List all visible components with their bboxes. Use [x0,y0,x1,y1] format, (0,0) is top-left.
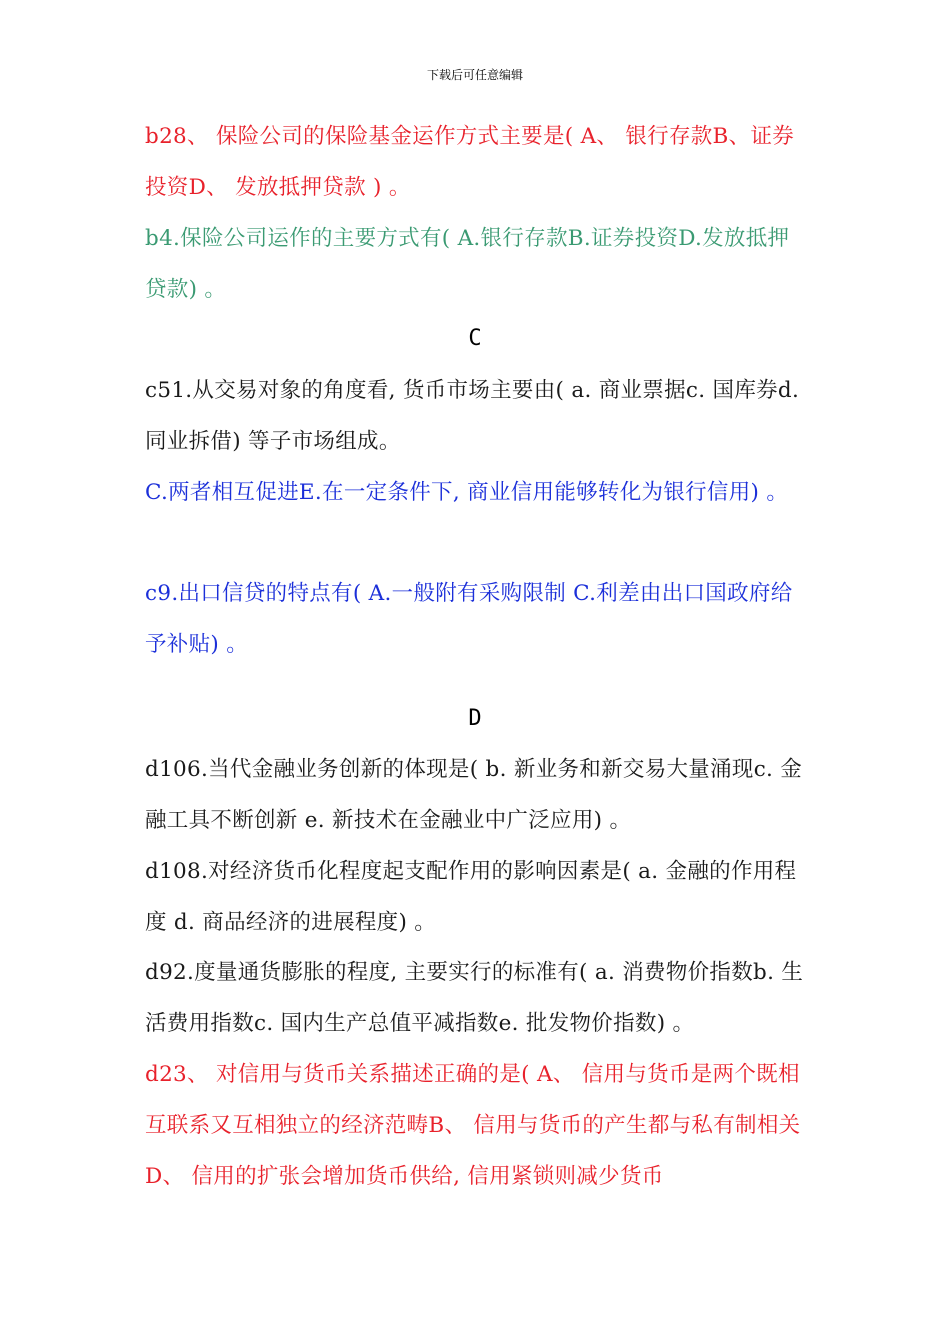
question-b4: b4.保险公司运作的主要方式有( A.银行存款B.证券投资D.发放抵押贷款) 。 [145,226,790,302]
question-c9: c9.出口信贷的特点有( A.一般附有采购限制 C.利差由出口国政府给予补贴) 。 [145,581,793,657]
question-c51: c51.从交易对象的角度看, 货币市场主要由( a. 商业票据c. 国库券d. 同业拆借) 等子市场组成。 [145,378,800,454]
question-c-options: C.两者相互促进E.在一定条件下, 商业信用能够转化为银行信用) 。 [145,480,789,505]
question-d92: d92.度量通货膨胀的程度, 主要实行的标准有( a. 消费物价指数b. 生活费用指数c. 国内生产总值平减指数e. 批发物价指数) 。 [145,960,804,1036]
section-heading-c: C [468,326,482,351]
section-heading-d: D [468,706,482,731]
question-d108: d108.对经济货币化程度起支配作用的影响因素是( a. 金融的作用程度 d. 商品经济的进展程度) 。 [145,859,797,935]
page-header: 下载后可任意编辑 [426,68,523,82]
question-d23: d23、 对信用与货币关系描述正确的是( A、 信用与货币是两个既相互联系又互相独立的经济范畴B、 信用与货币的产生都与私有制相关D、 信用的扩张会增加货币供给, 信用紧锁则减少货币 [145,1062,801,1189]
question-b28: b28、 保险公司的保险基金运作方式主要是( A、 银行存款B、证券投资D、 发放抵押贷款 ) 。 [145,124,795,200]
question-d106: d106.当代金融业务创新的体现是( b. 新业务和新交易大量涌现c. 金融工具不断创新 e. 新技术在金融业中广泛应用) 。 [145,757,803,833]
